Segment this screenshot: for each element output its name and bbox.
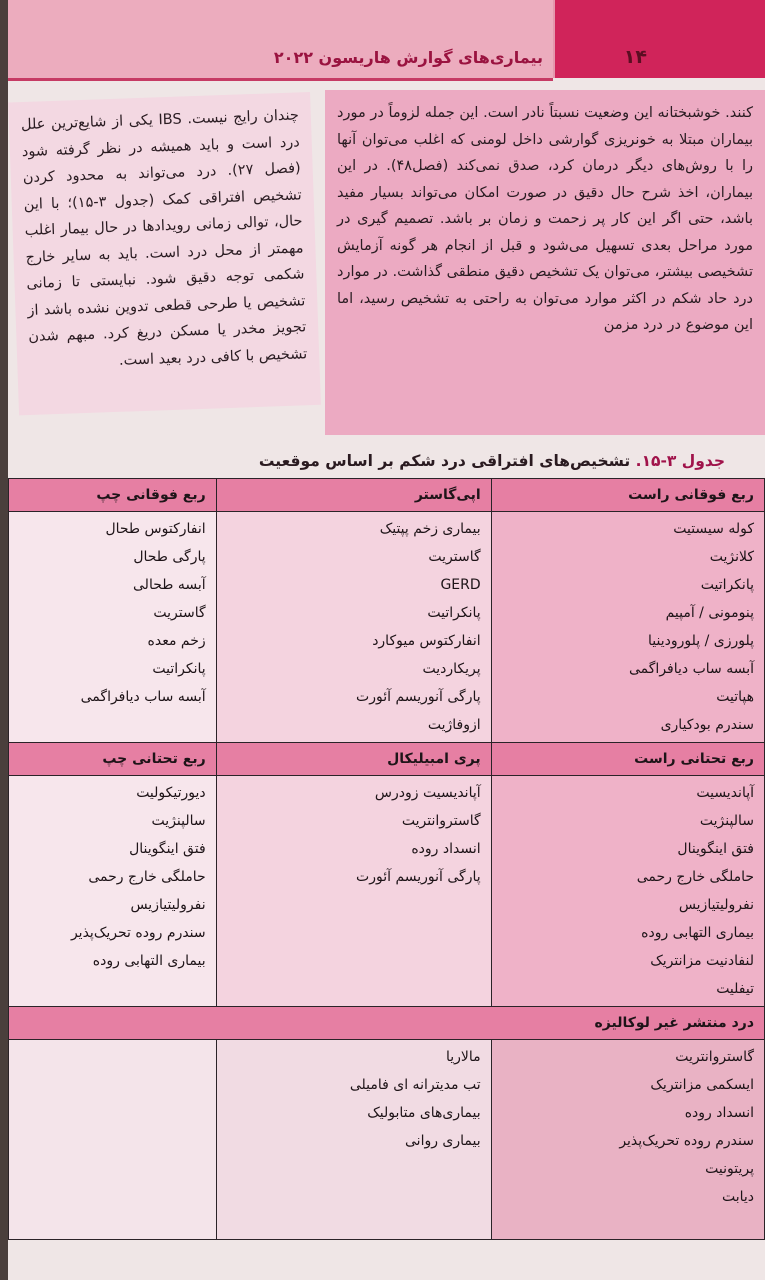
list-item: تب مدیترانه ای فامیلی — [349, 1077, 481, 1093]
list-item: انسداد روده — [411, 841, 481, 857]
list-item: انفارکتوس میوکارد — [372, 633, 481, 649]
list-item: سندرم روده تحریک‌پذیر — [70, 925, 206, 941]
body-paragraph-right — [325, 90, 765, 435]
list-item: پریتونیت — [705, 1161, 754, 1177]
list-item: پارگی طحال — [133, 549, 206, 565]
list-item: نفرولیتیازیس — [678, 897, 754, 913]
header-right-upper-quadrant: ربع فوقانی راست — [491, 479, 764, 512]
list-item: سالپنژیت — [151, 813, 206, 829]
list-item: انسداد روده — [684, 1105, 754, 1121]
list-item: سندرم روده تحریک‌پذیر — [619, 1133, 754, 1149]
list-item: حاملگی خارج رحمی — [636, 869, 754, 885]
list-item: پلورزی / پلورودینیا — [648, 633, 754, 649]
list-item: آبسه طحالی — [133, 577, 206, 593]
list-item: بیماری زخم پپتیک — [379, 521, 481, 537]
list-item: مالاریا — [445, 1049, 481, 1065]
table-row — [9, 1040, 765, 1240]
list-item: سندرم بودکیاری — [660, 717, 754, 733]
list-item: حاملگی خارج رحمی — [88, 869, 206, 885]
cell-diffuse-2 — [216, 1040, 491, 1240]
list-item: گاستروانتریت — [401, 813, 481, 829]
cell-right-upper-quadrant — [491, 512, 764, 743]
list-item: بیماری روانی — [405, 1133, 481, 1149]
list-item: آپاندیسیت زودرس — [374, 785, 481, 801]
cell-diffuse-empty — [9, 1040, 217, 1240]
cell-right-lower-quadrant — [491, 776, 764, 1007]
list-item: کلانژیت — [709, 549, 754, 565]
list-item: پارگی آنوریسم آئورت — [356, 689, 481, 705]
table-header-row — [9, 743, 765, 776]
list-item: فتق اینگوینال — [677, 841, 754, 857]
list-item: گاستریت — [428, 549, 481, 565]
list-item: ایسکمی مزانتریک — [650, 1077, 754, 1093]
header-left-upper-quadrant: ربع فوقانی چپ — [9, 479, 217, 512]
list-item: تیفلیت — [716, 981, 754, 997]
page-header — [8, 0, 765, 78]
list-item: گاستروانتریت — [675, 1049, 754, 1065]
table-header-row — [9, 1007, 765, 1040]
cell-diffuse-1 — [491, 1040, 764, 1240]
header-title-strip — [8, 0, 553, 81]
list-item: دیورتیکولیت — [136, 785, 206, 801]
header-periumbilical: پری امبیلیکال — [216, 743, 491, 776]
list-item: بیماری التهابی روده — [92, 953, 206, 969]
differential-diagnosis-table — [8, 478, 765, 1240]
list-item: پارگی آنوریسم آئورت — [356, 869, 481, 885]
table-row — [9, 776, 765, 1007]
running-title: بیماری‌های گوارش هاریسون ۲۰۲۲ — [273, 48, 543, 67]
table-number: جدول ۳-۱۵. — [635, 452, 725, 470]
header-left-lower-quadrant: ربع تحتانی چپ — [9, 743, 217, 776]
list-item: آبسه ساب دیافراگمی — [629, 661, 754, 677]
list-item: سالپنژیت — [699, 813, 754, 829]
table-caption — [259, 452, 725, 470]
cell-left-lower-quadrant — [9, 776, 217, 1007]
body-paragraph-left — [8, 92, 321, 415]
list-item: هپاتیت — [716, 689, 754, 705]
list-item: فتق اینگوینال — [129, 841, 206, 857]
cell-epigastric — [216, 512, 491, 743]
cell-left-upper-quadrant — [9, 512, 217, 743]
paragraph-right-text: کنند. خوشبختانه این وضعیت نسبتاً نادر است. این جمله لزوماً در مورد بیماران مبتلا به خونریزی گوارشی داخل لومنی که اغلب می‌توان آنها را با روش‌های دیگر درمان کرد، صدق نمی‌کند (فصل۴۸). در این بیماران، اخذ شرح حال دقیق در صورت امکان می‌تواند بسیار مفید باشد، حتی اگر این کار پر زحمت و زمان بر باشد. تصمیم گیری در مورد مراحل بعدی تسهیل می‌شود و قبل از انجام هر گونه آزمایش تشخیصی بیشتر، می‌توان یک تشخیص دقیق منطقی گذاشت. در موارد درد حاد شکم در اکثر موارد می‌توان به راحتی به تشخیص رسید، اما این موضوع در درد مزمن — [337, 105, 753, 333]
list-item: پانکراتیت — [152, 661, 206, 677]
header-diffuse-pain: درد منتشر غیر لوکالیزه — [9, 1007, 765, 1040]
header-right-lower-quadrant: ربع تحتانی راست — [491, 743, 764, 776]
list-item: بیماری التهابی روده — [641, 925, 754, 941]
table-row — [9, 512, 765, 743]
list-item: ازوفاژیت — [427, 717, 481, 733]
list-item: کوله سیستیت — [673, 521, 754, 537]
list-item: پانکراتیت — [427, 605, 481, 621]
list-item: انفارکتوس طحال — [105, 521, 206, 537]
list-item: پانکراتیت — [700, 577, 754, 593]
list-item: آپاندیسیت — [696, 785, 754, 801]
list-item: GERD — [440, 577, 481, 593]
list-item: نفرولیتیازیس — [130, 897, 206, 913]
page-number-box — [555, 0, 765, 78]
list-item: دیابت — [721, 1189, 754, 1205]
list-item: گاستریت — [153, 605, 206, 621]
book-page — [8, 0, 765, 1280]
table-header-row — [9, 479, 765, 512]
list-item: آبسه ساب دیافراگمی — [80, 689, 206, 705]
list-item: زخم معده — [147, 633, 206, 649]
list-item: پنومونی / آمپیم — [665, 605, 754, 621]
list-item: بیماری‌های متابولیک — [367, 1105, 481, 1121]
table-title: تشخیص‌های افتراقی درد شکم بر اساس موقعیت — [258, 452, 631, 470]
cell-periumbilical — [216, 776, 491, 1007]
header-epigastric: اپی‌گاستر — [216, 479, 491, 512]
list-item: پریکاردیت — [422, 661, 481, 677]
list-item: لنفادنیت مزانتریک — [650, 953, 754, 969]
paragraph-left-text: چندان رایج نیست. IBS یکی از شایع‌ترین علل درد است و باید همیشه در نظر گرفته شود (فصل ۲۷). درد می‌تواند به محدود کردن تشخیص افتراقی کمک (جدول ۳-۱۵)؛ با این حال، توالی زمانی رویدادها در حال بیمار اغلب مهمتر از محل درد است. باید به سایر خارج شکمی توجه دقیق شود. نبایستی تا زمانی تشخیص یا طرحی قطعی تدوین نشده باشد از تجویز مخدر یا مسکن دریغ کرد. مبهم شدن تشخیص با کافی درد بعید است. — [20, 107, 308, 369]
page-number: ۱۴ — [623, 46, 647, 68]
